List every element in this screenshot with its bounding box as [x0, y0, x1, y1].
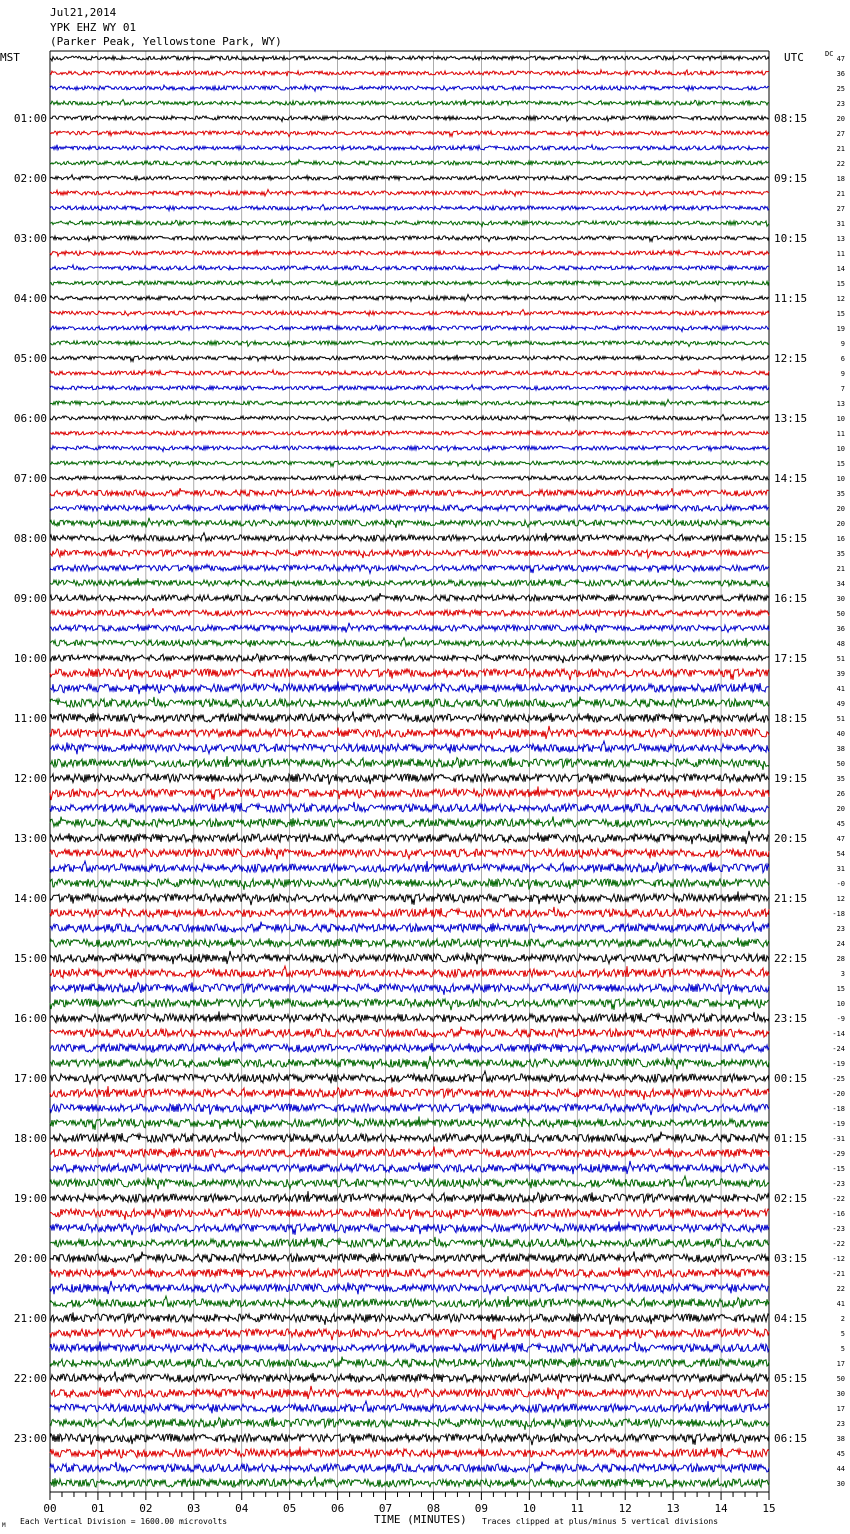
mst-hour-label: 21:00 — [13, 1312, 47, 1325]
header-date: Jul21,2014 — [50, 6, 117, 19]
trace-row — [50, 1147, 769, 1158]
dc-offset-label: 6 — [840, 355, 845, 363]
dc-offset-label: 21 — [836, 190, 845, 198]
trace-row — [50, 998, 769, 1010]
trace-row — [50, 70, 769, 76]
x-tick-label: 07 — [378, 1502, 393, 1515]
dc-offset-label: -19 — [832, 1120, 845, 1128]
dc-offset-label: -18 — [832, 1105, 845, 1113]
dc-offset-label: 40 — [836, 730, 845, 738]
dc-offset-label: 18 — [836, 175, 845, 183]
dc-offset-label: 15 — [836, 280, 845, 288]
dc-offset-label: 23 — [836, 1420, 845, 1428]
trace-row — [50, 446, 769, 452]
time-axis — [43, 1492, 775, 1515]
mst-hour-label: 12:00 — [13, 772, 47, 785]
trace-row — [50, 250, 769, 256]
x-tick-label: 11 — [570, 1502, 584, 1515]
dc-offset-label: 51 — [836, 655, 845, 663]
trace-row — [50, 802, 769, 813]
dc-offset-label: -21 — [832, 1270, 845, 1278]
trace-row — [50, 1401, 769, 1413]
dc-offset-label: -18 — [832, 910, 845, 918]
trace-row — [50, 1132, 769, 1143]
dc-offset-label: 50 — [836, 760, 845, 768]
utc-hour-label: 18:15 — [774, 712, 808, 725]
trace-row — [50, 475, 769, 480]
trace-row — [50, 1372, 769, 1383]
mst-hour-label: 10:00 — [13, 652, 47, 665]
x-axis-title: TIME (MINUTES) — [374, 1513, 467, 1526]
dc-offset-label: 34 — [836, 580, 845, 588]
trace-row — [50, 756, 769, 770]
x-tick-label: 05 — [283, 1502, 297, 1515]
dc-offset-label: -19 — [832, 1060, 845, 1068]
dc-offset-label: 11 — [836, 250, 845, 258]
trace-row — [50, 190, 769, 197]
dc-offset-label: 45 — [836, 820, 845, 828]
trace-row — [50, 1433, 769, 1445]
trace-row — [50, 1281, 769, 1294]
utc-hour-label: 09:15 — [774, 172, 808, 185]
utc-hour-label: 13:15 — [774, 412, 808, 425]
utc-hour-label: 02:15 — [774, 1192, 808, 1205]
x-tick-label: 08 — [426, 1502, 441, 1515]
dc-offset-label: -14 — [832, 1030, 845, 1038]
trace-row — [50, 1042, 769, 1053]
trace-row — [50, 1268, 769, 1278]
mst-hour-label: 22:00 — [13, 1372, 47, 1385]
mst-hour-label: 18:00 — [13, 1132, 47, 1145]
dc-offset-label: -9 — [836, 1015, 845, 1023]
trace-row — [50, 1462, 769, 1473]
dc-offset-label: 10 — [836, 415, 845, 423]
trace-row — [50, 85, 769, 91]
dc-offset-label: 44 — [836, 1465, 845, 1473]
trace-row — [50, 1011, 769, 1022]
right-axis-title: UTC — [784, 51, 804, 64]
x-tick-label: 13 — [666, 1502, 680, 1515]
trace-row — [50, 817, 769, 828]
utc-hour-label: 10:15 — [774, 232, 808, 245]
mst-hour-label: 07:00 — [13, 472, 47, 485]
trace-row — [50, 565, 769, 574]
dc-offset-label: 30 — [836, 1390, 845, 1398]
scale-note: Each Vertical Division = 1600.00 microvolts — [20, 1517, 228, 1526]
dc-offset-label: 50 — [836, 610, 845, 618]
utc-hour-label: 22:15 — [774, 952, 808, 965]
trace-row — [50, 145, 769, 150]
dc-offset-label: 12 — [836, 895, 845, 903]
trace-row — [50, 1328, 769, 1340]
dc-offset-label: 9 — [840, 340, 845, 348]
mst-hour-label: 13:00 — [13, 832, 47, 845]
utc-hour-label: 15:15 — [774, 532, 808, 545]
dc-offset-label: -22 — [832, 1240, 845, 1248]
utc-hour-label: 20:15 — [774, 832, 808, 845]
trace-row — [50, 608, 769, 616]
trace-row — [50, 220, 769, 226]
dc-offset-label: -16 — [832, 1210, 845, 1218]
dc-offset-label: 15 — [836, 460, 845, 468]
trace-row — [50, 1027, 769, 1038]
trace-row — [50, 1056, 769, 1069]
trace-row — [50, 341, 769, 347]
dc-offset-label: 3 — [840, 970, 845, 978]
corner-mark: M — [2, 1522, 6, 1529]
trace-row — [50, 712, 769, 723]
trace-row — [50, 891, 769, 905]
trace-row — [50, 430, 769, 436]
dc-offset-label: 47 — [836, 55, 845, 63]
dc-offset-label: 38 — [836, 1435, 845, 1443]
dc-offset-label: 5 — [840, 1345, 845, 1353]
trace-row — [50, 966, 769, 978]
trace-row — [50, 325, 769, 332]
trace-row — [50, 907, 769, 917]
dc-offset-label: 21 — [836, 145, 845, 153]
mst-hour-label: 05:00 — [13, 352, 47, 365]
trace-row — [50, 116, 769, 122]
trace-row — [50, 1071, 769, 1084]
dc-offset-label: 20 — [836, 805, 845, 813]
utc-hour-label: 12:15 — [774, 352, 808, 365]
mst-hour-label: 04:00 — [13, 292, 47, 305]
dc-offset-label: 22 — [836, 1285, 845, 1293]
trace-row — [50, 938, 769, 948]
mst-hour-label: 15:00 — [13, 952, 47, 965]
trace-row — [50, 848, 769, 860]
x-tick-label: 02 — [139, 1502, 153, 1515]
trace-row — [50, 175, 769, 181]
dc-offset-label: 22 — [836, 160, 845, 168]
trace-row — [50, 681, 769, 694]
x-tick-label: 06 — [330, 1502, 345, 1515]
trace-row — [50, 1237, 769, 1247]
dc-offset-label: 7 — [840, 385, 845, 393]
dc-offset-label: 39 — [836, 670, 845, 678]
dc-offset-label: 51 — [836, 715, 845, 723]
dc-offset-label: 13 — [836, 235, 845, 243]
x-tick-label: 00 — [43, 1502, 57, 1515]
dc-offset-label: -25 — [832, 1075, 845, 1083]
trace-row — [50, 415, 769, 422]
trace-row — [50, 773, 769, 784]
trace-row — [50, 1086, 769, 1100]
utc-hour-label: 23:15 — [774, 1012, 808, 1025]
trace-row — [50, 1477, 769, 1488]
trace-row — [50, 265, 769, 270]
dc-offset-label: 12 — [836, 295, 845, 303]
dc-offset-label: 45 — [836, 1450, 845, 1458]
dc-offset-label: 2 — [840, 1315, 845, 1323]
dc-offset-label: 15 — [836, 310, 845, 318]
trace-row — [50, 831, 769, 844]
dc-offset-label: 20 — [836, 115, 845, 123]
utc-hour-label: 03:15 — [774, 1252, 808, 1265]
dc-offset-label: 35 — [836, 550, 845, 558]
dc-offset-label: 11 — [836, 430, 845, 438]
trace-row — [50, 654, 769, 663]
utc-hour-label: 04:15 — [774, 1312, 808, 1325]
utc-hour-label: 14:15 — [774, 472, 808, 485]
trace-row — [50, 355, 769, 362]
trace-row — [50, 922, 769, 933]
utc-hour-label: 06:15 — [774, 1432, 808, 1445]
dc-offset-label: 9 — [840, 370, 845, 378]
trace-row — [50, 488, 769, 496]
utc-hour-label: 17:15 — [774, 652, 808, 665]
dc-offset-label: -23 — [832, 1180, 845, 1188]
dc-offset-label: -22 — [832, 1195, 845, 1203]
dc-offset-label: 50 — [836, 1375, 845, 1383]
dc-offset-label: 41 — [836, 685, 845, 693]
dc-offset-label: 10 — [836, 1000, 845, 1008]
dc-offset-label: 16 — [836, 535, 845, 543]
dc-offset-label: 23 — [836, 100, 845, 108]
trace-row — [50, 100, 769, 106]
dc-offset-label: 19 — [836, 325, 845, 333]
dc-offset-label: 54 — [836, 850, 845, 858]
trace-row — [50, 205, 769, 211]
dc-offset-label: 49 — [836, 700, 845, 708]
trace-row — [50, 533, 769, 541]
trace-row — [50, 400, 769, 407]
trace-row — [50, 1161, 769, 1174]
dc-offset-label: 25 — [836, 85, 845, 93]
trace-row — [50, 726, 769, 739]
utc-hour-label: 21:15 — [774, 892, 808, 905]
dc-offset-label: 47 — [836, 835, 845, 843]
trace-row — [50, 593, 769, 601]
dc-offset-label: 26 — [836, 790, 845, 798]
utc-hour-label: 08:15 — [774, 112, 808, 125]
dc-offset-label: 5 — [840, 1330, 845, 1338]
dc-offset-label: -24 — [832, 1045, 845, 1053]
trace-row — [50, 236, 769, 242]
dc-offset-label: 20 — [836, 520, 845, 528]
dc-offset-label: 17 — [836, 1360, 845, 1368]
x-tick-label: 01 — [91, 1502, 105, 1515]
dc-offset-label: 28 — [836, 955, 845, 963]
dc-offset-label: 10 — [836, 475, 845, 483]
trace-row — [50, 56, 769, 62]
dc-offset-label: -31 — [832, 1135, 845, 1143]
dc-offset-label: 21 — [836, 565, 845, 573]
dc-offset-label: 15 — [836, 985, 845, 993]
utc-hour-label: 01:15 — [774, 1132, 808, 1145]
mst-hour-label: 23:00 — [13, 1432, 47, 1445]
dc-offset-label: 10 — [836, 445, 845, 453]
trace-row — [50, 982, 769, 994]
dc-offset-label: -20 — [832, 1090, 845, 1098]
mst-hour-label: 19:00 — [13, 1192, 47, 1205]
trace-row — [50, 879, 769, 890]
mst-hour-label: 11:00 — [13, 712, 47, 725]
trace-row — [50, 295, 769, 302]
trace-row — [50, 1446, 769, 1459]
trace-row — [50, 370, 769, 375]
mst-hour-labels — [14, 112, 47, 1445]
mst-hour-label: 06:00 — [13, 412, 47, 425]
trace-row — [50, 786, 769, 800]
trace-row — [50, 131, 769, 137]
utc-hour-label: 16:15 — [774, 592, 808, 605]
mst-hour-label: 03:00 — [13, 232, 47, 245]
utc-hour-labels — [774, 112, 807, 1445]
x-tick-label: 14 — [714, 1502, 728, 1515]
trace-row — [50, 1252, 769, 1263]
dc-offset-label: 24 — [836, 940, 845, 948]
header-location: (Parker Peak, Yellowstone Park, WY) — [50, 35, 282, 48]
dc-offset-label: 20 — [836, 505, 845, 513]
trace-row — [50, 160, 769, 165]
dc-offset-label: -12 — [832, 1255, 845, 1263]
utc-hour-label: 19:15 — [774, 772, 808, 785]
dc-offset-label: 13 — [836, 400, 845, 408]
trace-row — [50, 460, 769, 467]
trace-row — [50, 1191, 769, 1203]
trace-row — [50, 1386, 769, 1399]
dc-offset-label: 36 — [836, 625, 845, 633]
seismic-traces — [50, 56, 769, 1488]
dc-offset-label: 27 — [836, 205, 845, 213]
dc-offset-label: 17 — [836, 1405, 845, 1413]
dc-offset-label: 23 — [836, 925, 845, 933]
header-station: YPK EHZ WY 01 — [50, 21, 137, 34]
clip-note: Traces clipped at plus/minus 5 vertical divisions — [482, 1517, 719, 1526]
trace-row — [50, 518, 769, 528]
trace-row — [50, 310, 769, 316]
mst-hour-label: 08:00 — [13, 532, 47, 545]
trace-row — [50, 1176, 769, 1189]
trace-row — [50, 638, 769, 647]
utc-hour-label: 05:15 — [774, 1372, 808, 1385]
dc-offset-label: 31 — [836, 220, 845, 228]
trace-row — [50, 861, 769, 873]
mst-hour-label: 17:00 — [13, 1072, 47, 1085]
trace-row — [50, 385, 769, 390]
dc-offset-label: 36 — [836, 70, 845, 78]
dc-offset-label: 31 — [836, 865, 845, 873]
mst-hour-label: 16:00 — [13, 1012, 47, 1025]
left-axis-title: MST — [0, 51, 20, 64]
trace-row — [50, 1341, 769, 1352]
trace-row — [50, 697, 769, 708]
trace-row — [50, 280, 769, 286]
x-tick-label: 10 — [522, 1502, 536, 1515]
dc-offset-label: 48 — [836, 640, 845, 648]
x-tick-label: 04 — [235, 1502, 249, 1515]
trace-row — [50, 504, 769, 512]
trace-row — [50, 1357, 769, 1368]
trace-row — [50, 1116, 769, 1129]
dc-offset-label: -29 — [832, 1150, 845, 1158]
trace-row — [50, 1208, 769, 1219]
dc-offset-label: -23 — [832, 1225, 845, 1233]
trace-row — [50, 1312, 769, 1324]
mst-hour-label: 20:00 — [13, 1252, 47, 1265]
trace-row — [50, 623, 769, 633]
trace-row — [50, 1417, 769, 1429]
x-tick-label: 09 — [474, 1502, 489, 1515]
dc-offset-label: -0 — [836, 880, 845, 888]
trace-row — [50, 549, 769, 558]
mst-hour-label: 09:00 — [13, 592, 47, 605]
dc-offset-label: 30 — [836, 595, 845, 603]
mst-hour-label: 14:00 — [13, 892, 47, 905]
trace-row — [50, 1103, 769, 1115]
dc-offset-label: 41 — [836, 1300, 845, 1308]
trace-row — [50, 1221, 769, 1235]
dc-offset-label: 35 — [836, 775, 845, 783]
trace-row — [50, 668, 769, 680]
trace-row — [50, 741, 769, 754]
mst-hour-label: 02:00 — [13, 172, 47, 185]
trace-row — [50, 1296, 769, 1308]
x-tick-label: 15 — [762, 1502, 776, 1515]
dc-offset-label: 30 — [836, 1480, 845, 1488]
dc-column-title: DC — [825, 50, 834, 58]
dc-offset-label: -15 — [832, 1165, 845, 1173]
dc-offset-label: 14 — [836, 265, 845, 273]
utc-hour-label: 00:15 — [774, 1072, 808, 1085]
dc-offset-label: 38 — [836, 745, 845, 753]
trace-row — [50, 578, 769, 586]
dc-offset-labels — [832, 55, 845, 1488]
trace-row — [50, 951, 769, 964]
x-tick-label: 03 — [187, 1502, 201, 1515]
mst-hour-label: 01:00 — [13, 112, 47, 125]
x-tick-label: 12 — [618, 1502, 632, 1515]
dc-offset-label: 35 — [836, 490, 845, 498]
utc-hour-label: 11:15 — [774, 292, 808, 305]
dc-offset-label: 27 — [836, 130, 845, 138]
